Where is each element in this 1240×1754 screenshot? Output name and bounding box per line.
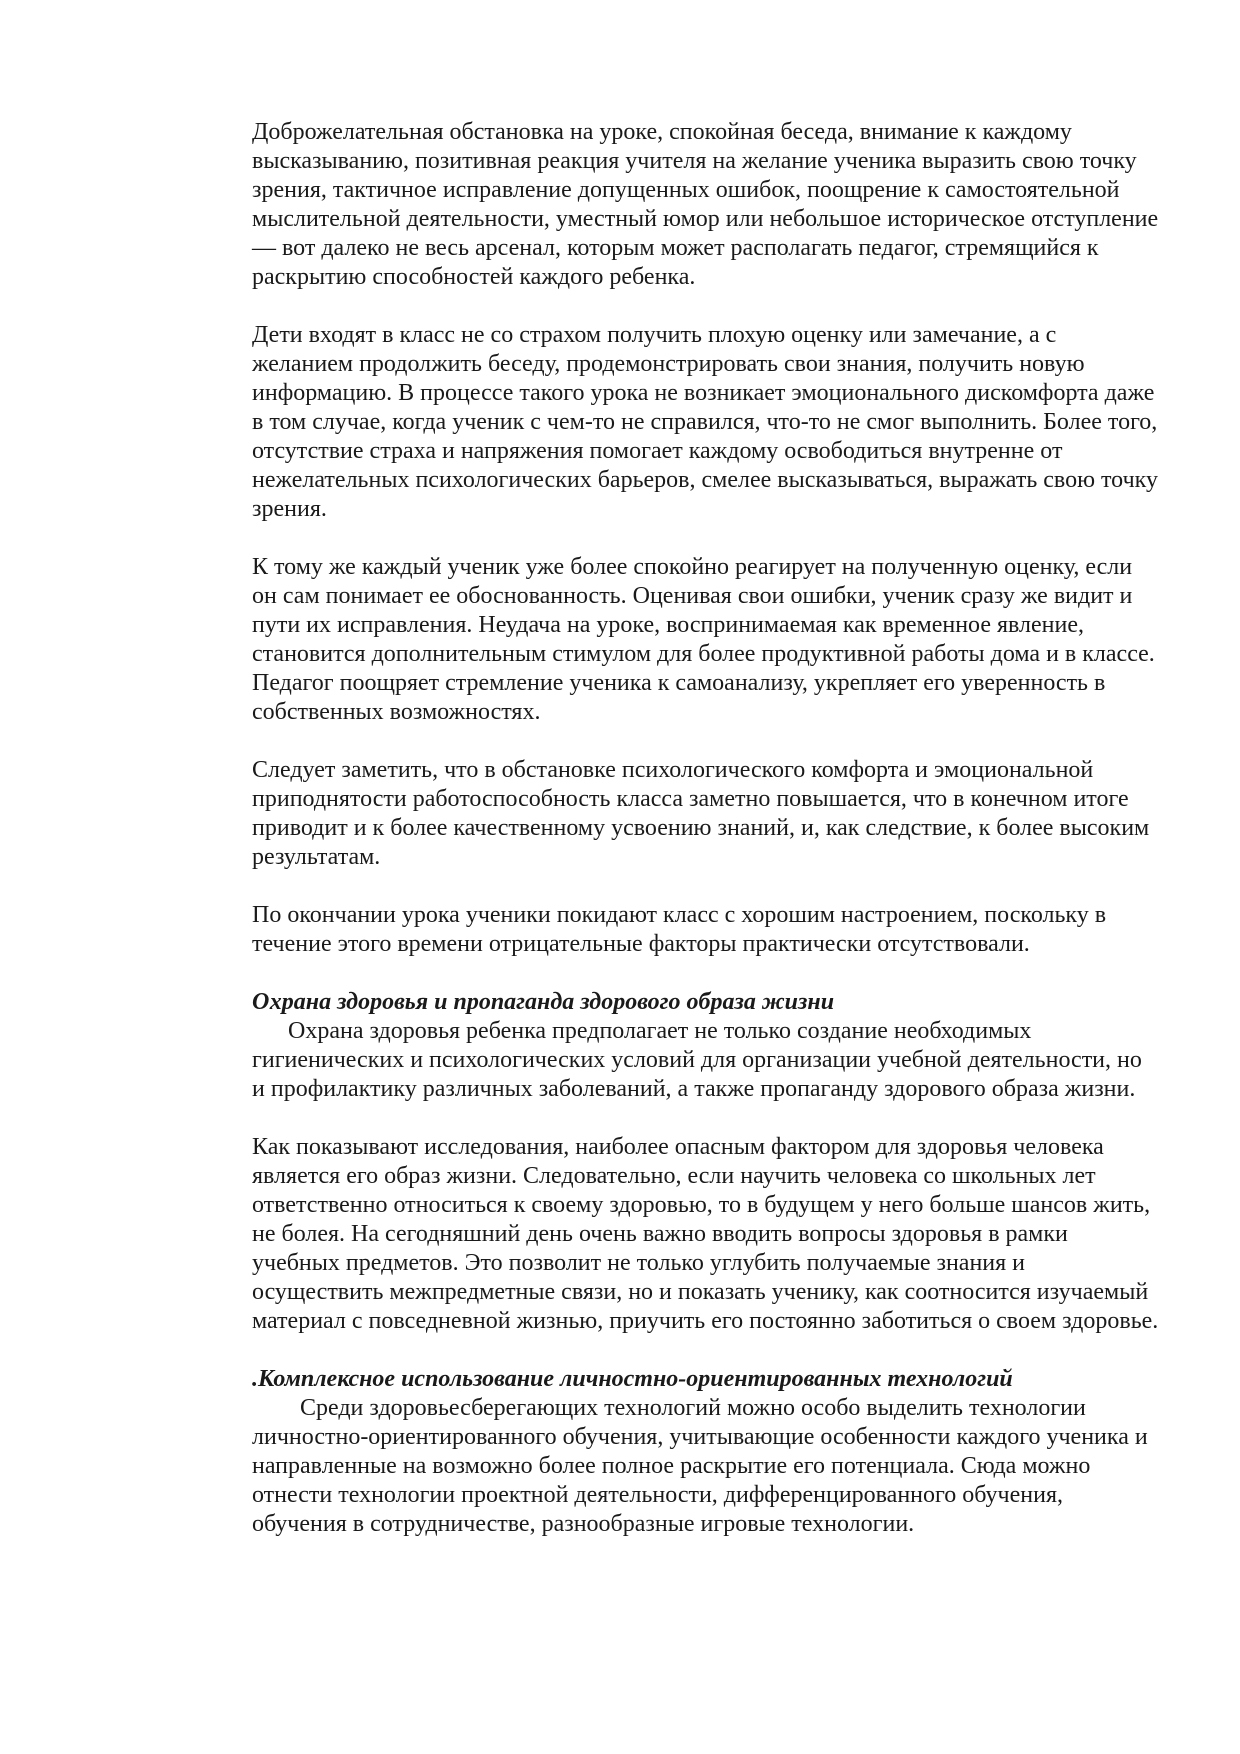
section-heading-health: Охрана здоровья и пропаганда здорового образа жизни bbox=[252, 989, 835, 1015]
paragraph-psychological-comfort: Следует заметить, что в обстановке психологического комфорта и эмоциональной приподнятости работоспособность класса заметно повышается, что в конечном итоге приводит и к более качественному усвоению знаний, и, как следствие, к более высоким результатам. bbox=[252, 757, 1150, 870]
paragraph-spacer bbox=[252, 959, 1160, 988]
paragraph-spacer bbox=[252, 524, 1160, 553]
paragraph-spacer bbox=[252, 292, 1160, 321]
paragraph-personal-technologies: Среди здоровьесберегающих технологий можно особо выделить технологии личностно-ориентированного обучения, учитывающие особенности каждого ученика и направленные на возможно более полное раскрытие его потенциала. Сюда можно отнести технологии проектной деятельности, дифференцированного обучения, обучения в сотрудничестве, разнообразные игровые технологии. bbox=[252, 1395, 1148, 1537]
paragraph-children-enter: Дети входят в класс не со страхом получить плохую оценку или замечание, а с желанием продолжить беседу, продемонстрировать свои знания, получить новую информацию. В процессе такого урока не возникает эмоционального дискомфорта даже в том случае, когда ученик с чем-то не справился, что-то не смог выполнить. Более того, отсутствие страха и напряжения помогает каждому освободиться внутренне от нежелательных психологических барьеров, смелее высказываться, выражать свою точку зрения. bbox=[252, 322, 1158, 522]
paragraph-spacer bbox=[252, 872, 1160, 901]
paragraph-grade-reaction: К тому же каждый ученик уже более спокойно реагирует на полученную оценку, если он сам понимает ее обоснованность. Оценивая свои ошибки, ученик сразу же видит и пути их исправления. Неудача на уроке, воспринимаемая как временное явление, становится дополнительным стимулом для более продуктивной работы дома и в классе. Педагог поощряет стремление ученика к самоанализу, укрепляет его уверенность в собственных возможностях. bbox=[252, 554, 1155, 725]
paragraph-spacer bbox=[252, 1336, 1160, 1365]
paragraph-lesson-end: По окончании урока ученики покидают класс с хорошим настроением, поскольку в течение этого времени отрицательные факторы практически отсутствовали. bbox=[252, 902, 1107, 957]
paragraph-spacer bbox=[252, 727, 1160, 756]
paragraph-spacer bbox=[252, 1104, 1160, 1133]
paragraph-health-protection: Охрана здоровья ребенка предполагает не только создание необходимых гигиенических и психологических условий для организации учебной деятельности, но и профилактику различных заболеваний, а также пропаганду здорового образа жизни. bbox=[252, 1018, 1142, 1102]
section-heading-technologies: .Комплексное использование личностно-ориентированных технологий bbox=[252, 1366, 1013, 1392]
paragraph-research-lifestyle: Как показывают исследования, наиболее опасным фактором для здоровья человека является его образ жизни. Следовательно, если научить человека со школьных лет ответственно относиться к своему здоровью, то в будущем у него больше шансов жить, не болея. На сегодняшний день очень важно вводить вопросы здоровья в рамки учебных предметов. Это позволит не только углубить получаемые знания и осуществить межпредметные связи, но и показать ученику, как соотносится изучаемый материал с повседневной жизнью, приучить его постоянно заботиться о своем здоровье. bbox=[252, 1134, 1159, 1334]
paragraph-friendly-atmosphere: Доброжелательная обстановка на уроке, спокойная беседа, внимание к каждому высказыванию, позитивная реакция учителя на желание ученика выразить свою точку зрения, тактичное исправление допущенных ошибок, поощрение к самостоятельной мыслительной деятельности, уместный юмор или небольшое историческое отступление — вот далеко не весь арсенал, которым может располагать педагог, стремящийся к раскрытию способностей каждого ребенка. bbox=[252, 119, 1159, 290]
document-page bbox=[252, 118, 1160, 1539]
